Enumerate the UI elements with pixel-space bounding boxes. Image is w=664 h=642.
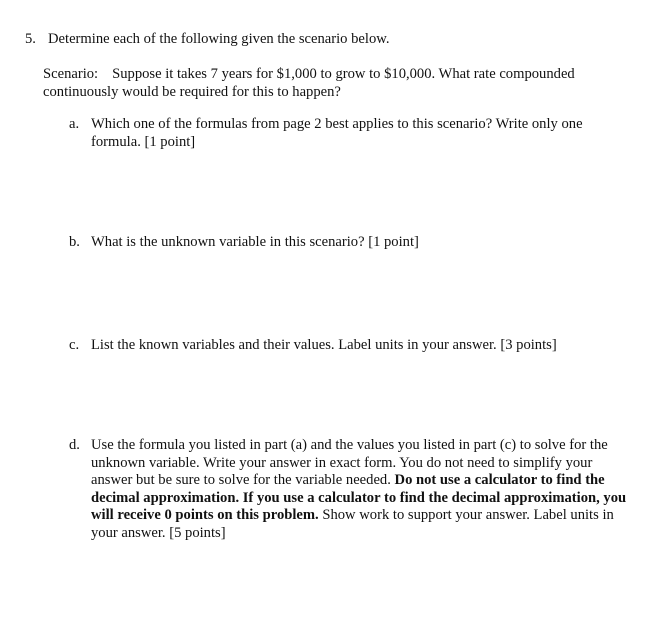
scenario-label: Scenario:: [43, 66, 99, 82]
scenario-text: Suppose it takes 7 years for $1,000 to grow to $10,000. What rate compounded continuously would be required for this to happen?: [43, 66, 575, 100]
part-a-letter: a.: [69, 116, 80, 132]
part-a-text: Which one of the formulas from page 2 best applies to this scenario? Write only one formula. [1 point]: [91, 116, 583, 150]
part-d-intro: Use the formula you listed in part (a) and the values you listed in part (c) to solve for the unknown variable. Write your answer in exact form. You do not need to simplify your answer but be sure to solve for the variable needed.: [91, 437, 608, 488]
question-prompt: Determine each of the following given the scenario below.: [48, 31, 390, 47]
part-c-letter: c.: [69, 337, 80, 353]
part-c: [69, 337, 629, 355]
part-b: [69, 234, 629, 252]
part-c-text: List the known variables and their values. Label units in your answer. [3 points]: [91, 337, 557, 353]
scenario-block: [43, 66, 623, 101]
part-d-letter: d.: [69, 437, 80, 453]
part-b-letter: b.: [69, 234, 80, 250]
question-number: 5.: [25, 31, 36, 47]
part-d-warning: Do not use a calculator to find the decimal approximation. If you use a calculator to find the decimal approximation, you will receive 0 points on this problem.: [91, 472, 627, 523]
part-d-outro: Show work to support your answer. Label units in your answer. [5 points]: [91, 507, 614, 541]
part-d-text: [91, 437, 629, 542]
part-a: [69, 116, 629, 151]
part-d: [69, 437, 629, 542]
part-b-text: What is the unknown variable in this scenario? [1 point]: [91, 234, 419, 250]
